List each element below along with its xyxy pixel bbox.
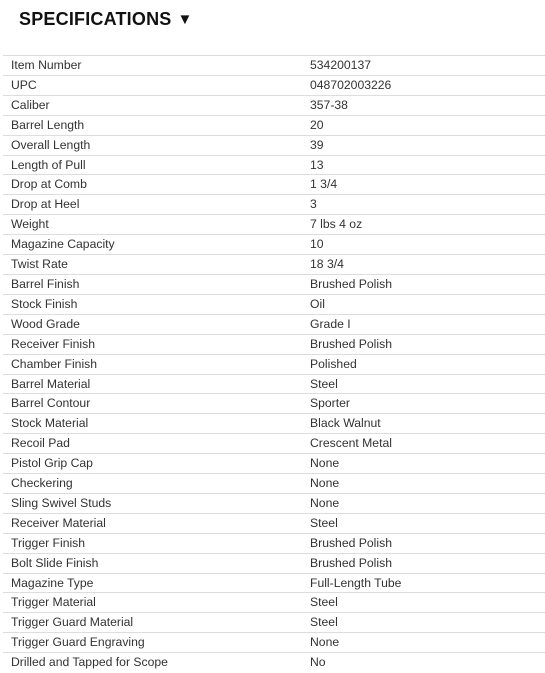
spec-value: 1 3/4 [302,175,545,195]
spec-label: Receiver Finish [3,334,302,354]
spec-row [3,474,545,494]
spec-label: Barrel Material [3,374,302,394]
spec-value: Polished [302,354,545,374]
spec-value: Grade I [302,314,545,334]
spec-value: Black Walnut [302,414,545,434]
spec-label: Drop at Comb [3,175,302,195]
spec-value: 20 [302,115,545,135]
spec-row [3,314,545,334]
spec-label: Stock Finish [3,294,302,314]
spec-row [3,573,545,593]
collapse-arrow-icon: ▼ [177,10,193,28]
spec-row [3,115,545,135]
spec-value: 18 3/4 [302,255,545,275]
spec-row [3,274,545,294]
spec-label: Trigger Finish [3,533,302,553]
spec-row [3,95,545,115]
spec-label: Sling Swivel Studs [3,493,302,513]
spec-label: Item Number [3,56,302,76]
spec-value: Brushed Polish [302,274,545,294]
spec-row [3,334,545,354]
spec-label: Twist Rate [3,255,302,275]
specifications-title: SPECIFICATIONS [19,8,172,29]
spec-value: Crescent Metal [302,434,545,454]
spec-row [3,414,545,434]
spec-value: 10 [302,235,545,255]
spec-label: Bolt Slide Finish [3,553,302,573]
spec-row [3,354,545,374]
spec-value: 048702003226 [302,75,545,95]
spec-value: Brushed Polish [302,533,545,553]
spec-row [3,294,545,314]
spec-row [3,75,545,95]
specifications-table [3,55,545,673]
spec-row [3,195,545,215]
spec-value: 3 [302,195,545,215]
spec-label: Recoil Pad [3,434,302,454]
spec-row [3,374,545,394]
spec-value: Oil [302,294,545,314]
spec-label: Barrel Length [3,115,302,135]
specifications-toggle[interactable] [19,6,192,32]
spec-value: 7 lbs 4 oz [302,215,545,235]
spec-label: Weight [3,215,302,235]
spec-label: Barrel Finish [3,274,302,294]
spec-value: Steel [302,593,545,613]
spec-value: Full-Length Tube [302,573,545,593]
spec-label: Barrel Contour [3,394,302,414]
spec-value: None [302,454,545,474]
spec-label: Length of Pull [3,155,302,175]
spec-value: 39 [302,135,545,155]
spec-row [3,493,545,513]
spec-label: Receiver Material [3,513,302,533]
spec-label: Wood Grade [3,314,302,334]
spec-label: Trigger Guard Engraving [3,633,302,653]
spec-label: Checkering [3,474,302,494]
spec-row [3,553,545,573]
spec-value: None [302,633,545,653]
spec-label: Stock Material [3,414,302,434]
spec-value: 534200137 [302,56,545,76]
specifications-table-body [3,56,545,673]
spec-row [3,454,545,474]
spec-row [3,593,545,613]
spec-label: Drilled and Tapped for Scope [3,653,302,673]
spec-label: Chamber Finish [3,354,302,374]
spec-row [3,394,545,414]
spec-row [3,613,545,633]
spec-row [3,135,545,155]
spec-value: No [302,653,545,673]
spec-row [3,633,545,653]
spec-row [3,175,545,195]
spec-label: Magazine Capacity [3,235,302,255]
spec-label: Caliber [3,95,302,115]
spec-value: Brushed Polish [302,334,545,354]
spec-row [3,56,545,76]
spec-row [3,155,545,175]
spec-row [3,434,545,454]
spec-label: Pistol Grip Cap [3,454,302,474]
spec-value: Steel [302,513,545,533]
spec-label: Trigger Guard Material [3,613,302,633]
spec-row [3,255,545,275]
spec-value: 13 [302,155,545,175]
spec-label: Magazine Type [3,573,302,593]
spec-row [3,533,545,553]
spec-value: None [302,474,545,494]
spec-value: 357-38 [302,95,545,115]
spec-row [3,235,545,255]
spec-value: Steel [302,374,545,394]
spec-label: Trigger Material [3,593,302,613]
spec-value: None [302,493,545,513]
spec-label: UPC [3,75,302,95]
spec-label: Overall Length [3,135,302,155]
spec-value: Sporter [302,394,545,414]
spec-row [3,513,545,533]
spec-value: Brushed Polish [302,553,545,573]
spec-row [3,653,545,673]
spec-label: Drop at Heel [3,195,302,215]
spec-row [3,215,545,235]
spec-value: Steel [302,613,545,633]
